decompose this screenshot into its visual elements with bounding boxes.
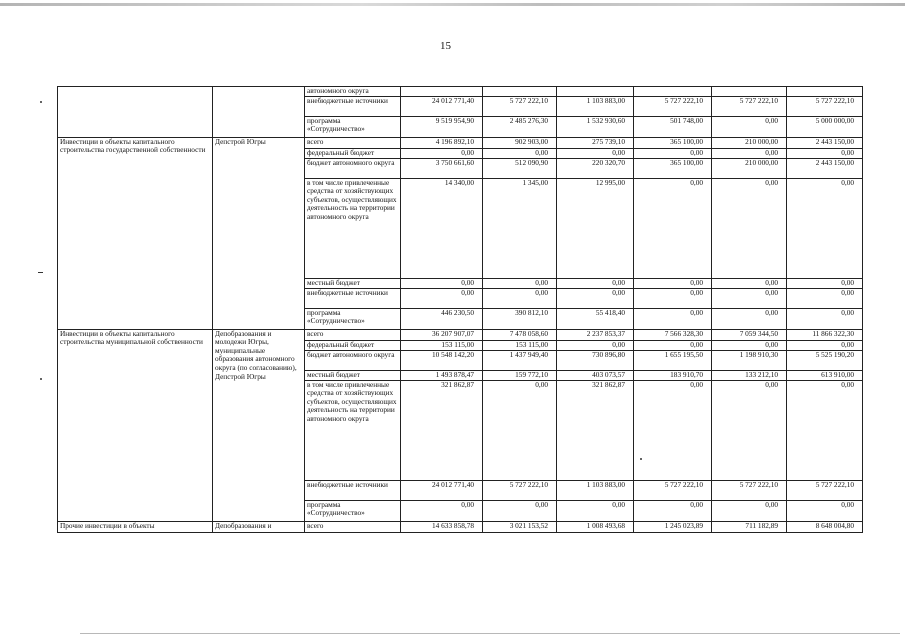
value-year-5: 2 443 150,00 — [787, 158, 863, 178]
value-year-4: 5 727 222,10 — [712, 480, 787, 500]
value-year-5: 0,00 — [787, 500, 863, 521]
value-year-5: 2 443 150,00 — [787, 137, 863, 148]
value-total: 3 750 661,60 — [401, 158, 483, 178]
object-name-cell: Прочие инвестиции в объекты — [58, 521, 213, 532]
value-total: 0,00 — [401, 148, 483, 158]
value-year-5: 5 727 222,10 — [787, 480, 863, 500]
source-cell: бюджет автономного округа — [305, 158, 401, 178]
value-year-2: 1 532 930,60 — [557, 116, 634, 137]
value-year-5: 0,00 — [787, 308, 863, 329]
value-year-2: 403 073,57 — [557, 370, 634, 380]
value-year-1: 153 115,00 — [483, 340, 557, 350]
value-year-4: 0,00 — [712, 380, 787, 480]
value-year-3: 0,00 — [634, 380, 712, 480]
value-year-5: 0,00 — [787, 148, 863, 158]
source-cell: федеральный бюджет — [305, 340, 401, 350]
source-cell: местный бюджет — [305, 278, 401, 288]
object-name-cell: Инвестиции в объекты капитального строительства муниципальной собственности — [58, 329, 213, 521]
value-year-3: 501 748,00 — [634, 116, 712, 137]
page-number: 15 — [440, 40, 451, 52]
source-cell: федеральный бюджет — [305, 148, 401, 158]
value-year-3: 0,00 — [634, 500, 712, 521]
executor-cell: Депобразования и — [213, 521, 305, 532]
value-year-1: 512 090,90 — [483, 158, 557, 178]
value-year-3: 5 727 222,10 — [634, 96, 712, 116]
value-year-1: 0,00 — [483, 278, 557, 288]
value-year-1: 3 021 153,52 — [483, 521, 557, 532]
source-cell: бюджет автономного округа — [305, 350, 401, 370]
value-year-3: 365 100,00 — [634, 137, 712, 148]
table-row — [58, 87, 863, 97]
value-total: 10 548 142,20 — [401, 350, 483, 370]
value-year-2: 1 103 883,00 — [557, 480, 634, 500]
value-year-4: 0,00 — [712, 340, 787, 350]
value-year-1: 0,00 — [483, 380, 557, 480]
value-year-3: 5 727 222,10 — [634, 480, 712, 500]
object-name-cell: Инвестиции в объекты капитального строительства государственной собственности — [58, 137, 213, 329]
value-total: 14 633 858,78 — [401, 521, 483, 532]
value-total: 14 340,00 — [401, 178, 483, 278]
value-year-4: 7 059 344,50 — [712, 329, 787, 340]
value-year-2: 275 739,10 — [557, 137, 634, 148]
value-year-3: 365 100,00 — [634, 158, 712, 178]
value-year-1: 5 727 222,10 — [483, 480, 557, 500]
value-year-4: 0,00 — [712, 116, 787, 137]
value-year-2: 12 995,00 — [557, 178, 634, 278]
budget-table — [57, 86, 863, 533]
value-year-4: 0,00 — [712, 500, 787, 521]
value-year-3: 0,00 — [634, 308, 712, 329]
value-year-3: 0,00 — [634, 288, 712, 308]
value-year-4: 711 182,89 — [712, 521, 787, 532]
value-year-5: 0,00 — [787, 278, 863, 288]
value-year-5: 0,00 — [787, 340, 863, 350]
value-year-3: 0,00 — [634, 148, 712, 158]
source-cell: всего — [305, 329, 401, 340]
value-year-1: 159 772,10 — [483, 370, 557, 380]
table-row — [58, 521, 863, 532]
source-cell: программа «Сотрудничество» — [305, 500, 401, 521]
value-year-1: 5 727 222,10 — [483, 96, 557, 116]
source-cell: внебюджетные источники — [305, 96, 401, 116]
value-year-5: 5 525 190,20 — [787, 350, 863, 370]
value-year-4: 1 198 910,30 — [712, 350, 787, 370]
executor-cell: Депобразования и молодежи Югры, муниципальные образования автономного округа (по согласованию), Депстрой Югры — [213, 329, 305, 521]
value-total: 321 862,87 — [401, 380, 483, 480]
value-year-1: 0,00 — [483, 288, 557, 308]
value-year-5 — [787, 87, 863, 97]
source-cell: внебюджетные источники — [305, 288, 401, 308]
value-year-5: 11 866 322,30 — [787, 329, 863, 340]
value-year-5: 5 000 000,00 — [787, 116, 863, 137]
value-total — [401, 87, 483, 97]
value-year-2: 220 320,70 — [557, 158, 634, 178]
value-year-1: 1 437 949,40 — [483, 350, 557, 370]
value-year-4: 0,00 — [712, 148, 787, 158]
value-year-5: 5 727 222,10 — [787, 96, 863, 116]
value-year-1 — [483, 87, 557, 97]
value-year-2: 730 896,80 — [557, 350, 634, 370]
value-year-3: 0,00 — [634, 340, 712, 350]
source-cell: автономного округа — [305, 87, 401, 97]
table-row — [58, 329, 863, 340]
value-year-1: 2 485 276,30 — [483, 116, 557, 137]
value-year-3: 1 245 023,89 — [634, 521, 712, 532]
value-year-5: 8 648 004,80 — [787, 521, 863, 532]
value-year-4: 0,00 — [712, 278, 787, 288]
value-year-4: 133 212,10 — [712, 370, 787, 380]
value-total: 36 207 907,07 — [401, 329, 483, 340]
value-year-2: 0,00 — [557, 340, 634, 350]
value-total: 153 115,00 — [401, 340, 483, 350]
value-year-4: 210 000,00 — [712, 158, 787, 178]
source-cell: внебюджетные источники — [305, 480, 401, 500]
value-year-2: 0,00 — [557, 288, 634, 308]
value-year-4 — [712, 87, 787, 97]
margin-mark — [38, 272, 43, 273]
value-total: 446 230,50 — [401, 308, 483, 329]
source-cell: всего — [305, 521, 401, 532]
value-year-3: 0,00 — [634, 278, 712, 288]
source-cell: программа «Сотрудничество» — [305, 116, 401, 137]
value-total: 1 493 878,47 — [401, 370, 483, 380]
value-year-2: 55 418,40 — [557, 308, 634, 329]
value-total: 4 196 892,10 — [401, 137, 483, 148]
executor-cell: Депстрой Югры — [213, 137, 305, 329]
value-year-2: 0,00 — [557, 278, 634, 288]
value-year-4: 210 000,00 — [712, 137, 787, 148]
value-total: 0,00 — [401, 288, 483, 308]
value-year-4: 5 727 222,10 — [712, 96, 787, 116]
value-year-2: 2 237 853,37 — [557, 329, 634, 340]
value-total: 0,00 — [401, 500, 483, 521]
value-year-3: 7 566 328,30 — [634, 329, 712, 340]
value-year-2: 1 103 883,00 — [557, 96, 634, 116]
source-cell: в том числе привлеченные средства от хозяйствующих субъектов, осуществляющих деятельность на территории автономного округа — [305, 178, 401, 278]
table-row — [58, 137, 863, 148]
scan-edge-bottom — [80, 633, 900, 634]
source-cell: программа «Сотрудничество» — [305, 308, 401, 329]
value-year-2: 0,00 — [557, 500, 634, 521]
value-year-5: 0,00 — [787, 380, 863, 480]
executor-cell — [213, 87, 305, 138]
source-cell: местный бюджет — [305, 370, 401, 380]
scan-edge-top — [0, 3, 905, 6]
value-year-3: 183 910,70 — [634, 370, 712, 380]
source-cell: всего — [305, 137, 401, 148]
object-name-cell — [58, 87, 213, 138]
value-year-3: 1 655 195,50 — [634, 350, 712, 370]
value-total: 24 012 771,40 — [401, 480, 483, 500]
value-year-2 — [557, 87, 634, 97]
value-total: 9 519 954,90 — [401, 116, 483, 137]
value-total: 0,00 — [401, 278, 483, 288]
margin-mark — [40, 101, 42, 103]
value-year-3 — [634, 87, 712, 97]
value-total: 24 012 771,40 — [401, 96, 483, 116]
value-year-1: 902 903,00 — [483, 137, 557, 148]
value-year-2: 0,00 — [557, 148, 634, 158]
value-year-5: 0,00 — [787, 178, 863, 278]
margin-mark — [40, 378, 42, 380]
value-year-5: 613 910,00 — [787, 370, 863, 380]
value-year-2: 1 008 493,68 — [557, 521, 634, 532]
value-year-1: 1 345,00 — [483, 178, 557, 278]
value-year-4: 0,00 — [712, 288, 787, 308]
value-year-5: 0,00 — [787, 288, 863, 308]
value-year-4: 0,00 — [712, 178, 787, 278]
value-year-2: 321 862,87 — [557, 380, 634, 480]
value-year-3: 0,00 — [634, 178, 712, 278]
value-year-1: 0,00 — [483, 500, 557, 521]
source-cell: в том числе привлеченные средства от хозяйствующих субъектов, осуществляющих деятельность на территории автономного округа — [305, 380, 401, 480]
value-year-4: 0,00 — [712, 308, 787, 329]
value-year-1: 390 812,10 — [483, 308, 557, 329]
value-year-1: 7 478 058,60 — [483, 329, 557, 340]
value-year-1: 0,00 — [483, 148, 557, 158]
